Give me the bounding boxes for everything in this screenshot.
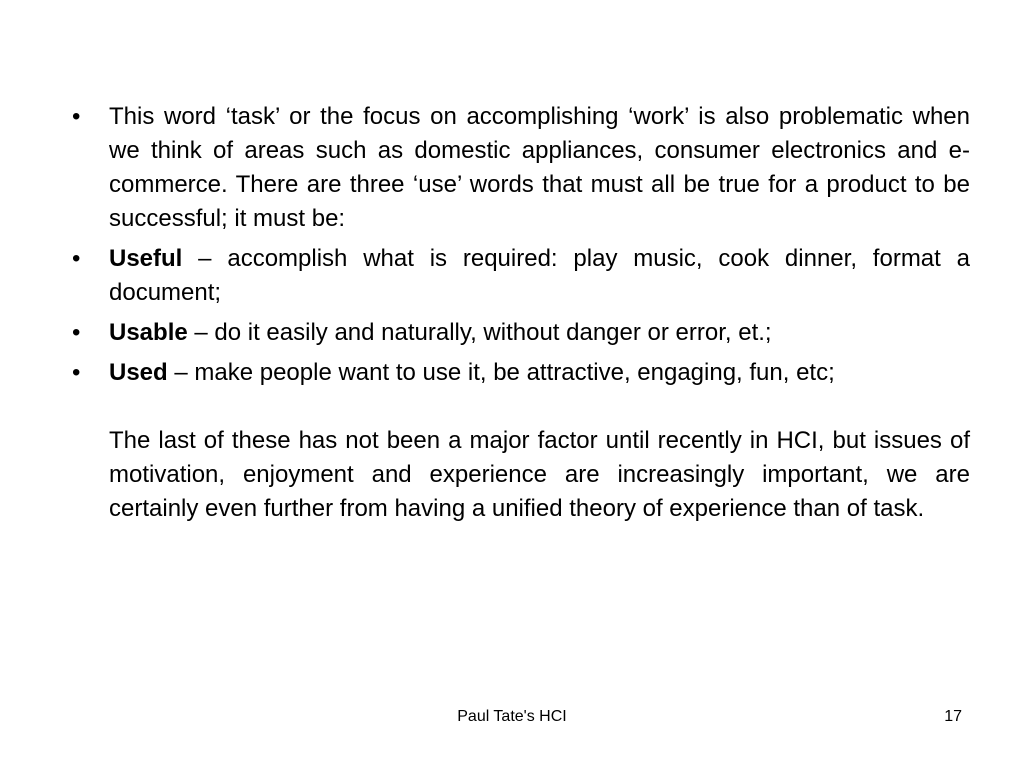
bullet-text: – do it easily and naturally, without danger or error, et.; bbox=[187, 319, 772, 346]
bullet-item bbox=[72, 242, 970, 310]
slide-content bbox=[72, 100, 970, 526]
bullet-term: Useful bbox=[109, 245, 183, 272]
bullet-item bbox=[72, 316, 970, 350]
page-number: 17 bbox=[944, 708, 962, 725]
bullet-item bbox=[72, 100, 970, 236]
bullet-text: This word ‘task’ or the focus on accomplishing ‘work’ is also problematic when we think of areas such as domestic appliances, consumer electronics and e-commerce. There are three ‘use’ words that must all be true for a product to be successful; it must be: bbox=[109, 103, 970, 232]
footer-title: Paul Tate's HCI bbox=[457, 708, 567, 725]
bullet-term: Usable bbox=[109, 319, 188, 346]
bullet-item bbox=[72, 356, 970, 390]
closing-paragraph: The last of these has not been a major factor until recently in HCI, but issues of motivation, enjoyment and experience are increasingly important, we are certainly even further from having a unified theory of experience than of task. bbox=[109, 427, 970, 522]
bullet-text: – make people want to use it, be attractive, engaging, fun, etc; bbox=[167, 359, 835, 386]
bullet-text: – accomplish what is required: play music, cook dinner, format a document; bbox=[109, 245, 970, 306]
bullet-marker: • bbox=[72, 359, 81, 386]
bullet-term: Used bbox=[109, 359, 168, 386]
bullet-marker: • bbox=[72, 103, 81, 130]
bullet-marker: • bbox=[72, 245, 81, 272]
bullet-marker: • bbox=[72, 319, 81, 346]
